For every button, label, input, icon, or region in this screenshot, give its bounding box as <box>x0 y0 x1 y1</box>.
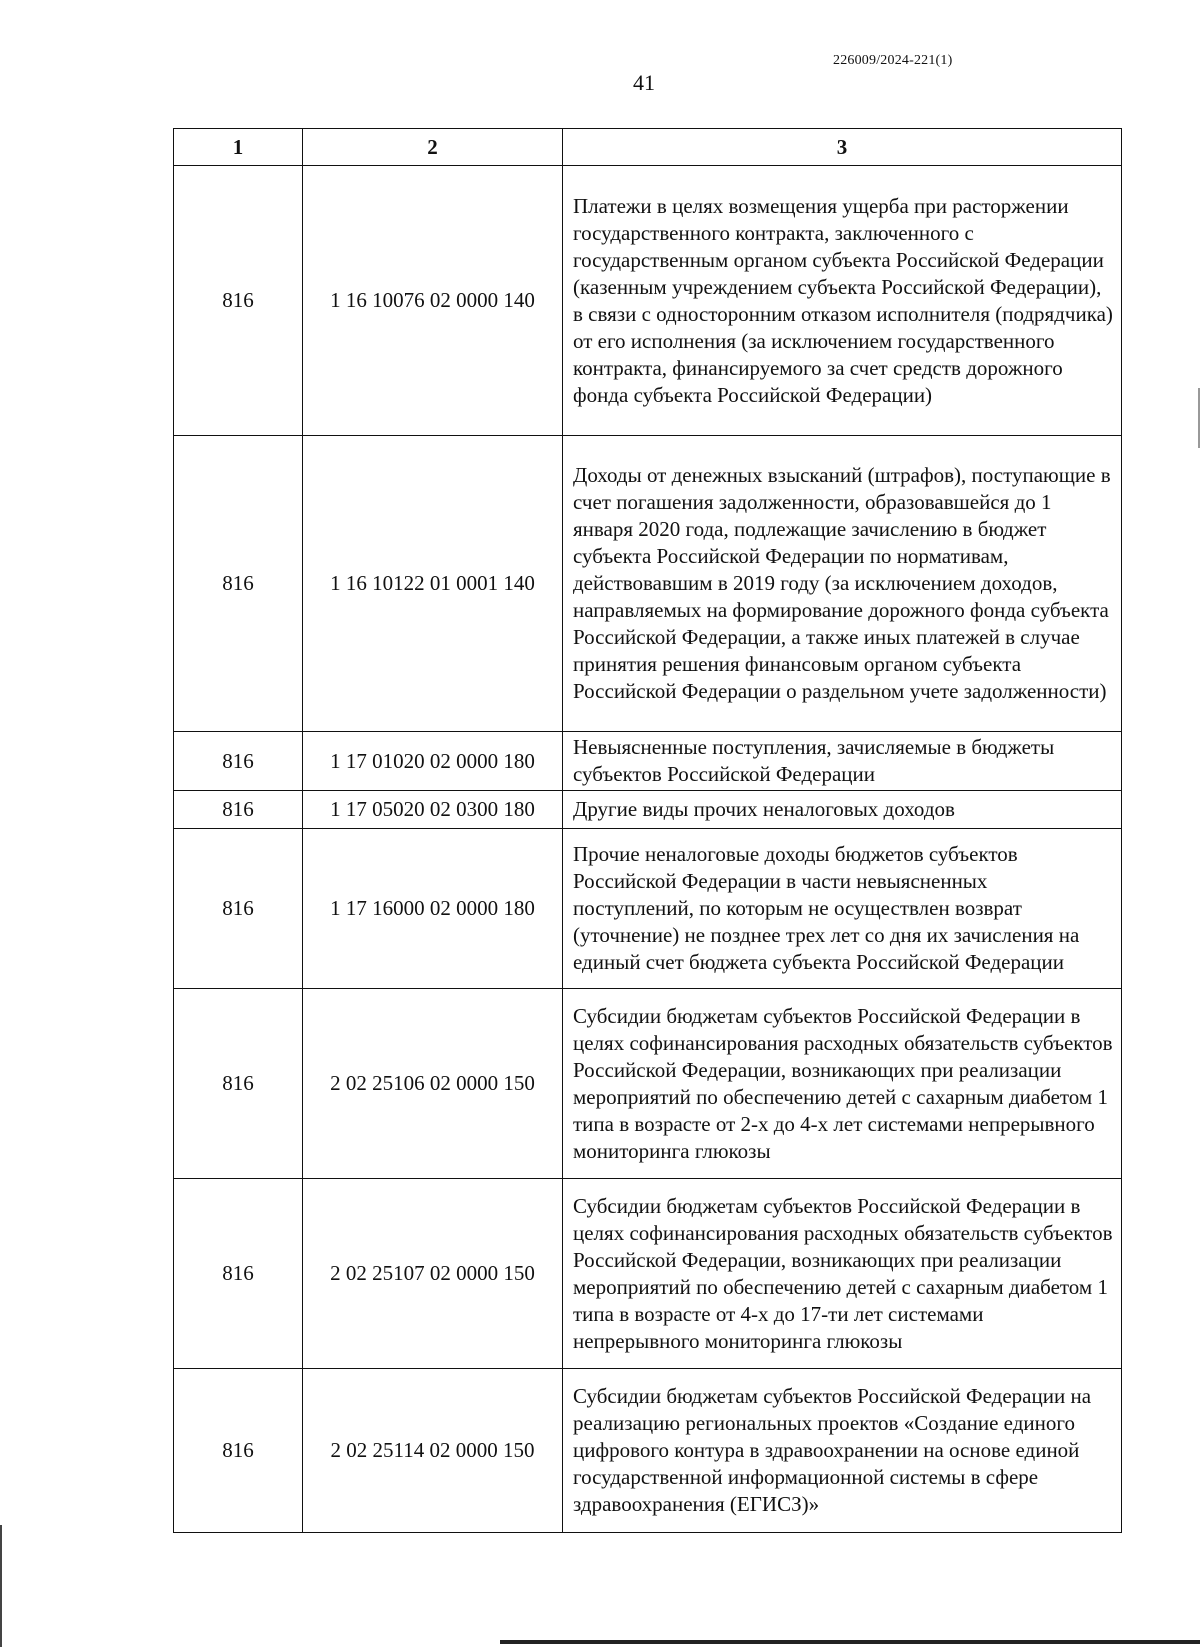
revenue-codes-table-wrapper <box>173 128 1121 1533</box>
revenue-codes-table <box>173 128 1122 1533</box>
kbk-code-cell: 1 16 10122 01 0001 140 <box>303 436 563 732</box>
revenue-name-cell: Прочие неналоговые доходы бюджетов субъектов Российской Федерации в части невыясненных поступлений, по которым не осуществлен возврат (уточнение) не позднее трех лет со дня их зачисления на единый счет бюджета субъекта Российской Федерации <box>563 829 1122 989</box>
table-row <box>174 1369 1122 1533</box>
kbk-code-cell: 2 02 25107 02 0000 150 <box>303 1179 563 1369</box>
admin-code-cell: 816 <box>174 1179 303 1369</box>
table-row <box>174 829 1122 989</box>
table-header-row <box>174 129 1122 166</box>
admin-code-cell: 816 <box>174 166 303 436</box>
revenue-name-cell: Платежи в целях возмещения ущерба при расторжении государственного контракта, заключенного с государственным органом субъекта Российской Федерации (казенным учреждением субъекта Российской Федерации), в связи с односторонним отказом исполнителя (подрядчика) от его исполнения (за исключением государственного контракта, финансируемого за счет средств дорожного фонда субъекта Российской Федерации) <box>563 166 1122 436</box>
admin-code-cell: 816 <box>174 732 303 791</box>
table-row <box>174 989 1122 1179</box>
table-row <box>174 166 1122 436</box>
scan-edge-mark <box>500 1640 1200 1644</box>
kbk-code-cell: 1 16 10076 02 0000 140 <box>303 166 563 436</box>
revenue-name-cell: Субсидии бюджетам субъектов Российской Федерации на реализацию региональных проектов «Создание единого цифрового контура в здравоохранении на основе единой государственной информационной системы в сфере здравоохранения (ЕГИСЗ)» <box>563 1369 1122 1533</box>
kbk-code-cell: 2 02 25114 02 0000 150 <box>303 1369 563 1533</box>
revenue-name-cell: Субсидии бюджетам субъектов Российской Федерации в целях софинансирования расходных обязательств субъектов Российской Федерации, возникающих при реализации мероприятий по обеспечению детей с сахарным диабетом 1 типа в возрасте от 2-х до 4-х лет системами непрерывного мониторинга глюкозы <box>563 989 1122 1179</box>
table-row <box>174 1179 1122 1369</box>
kbk-code-cell: 1 17 16000 02 0000 180 <box>303 829 563 989</box>
column-header-1: 1 <box>174 129 303 166</box>
column-header-2: 2 <box>303 129 563 166</box>
revenue-name-cell: Субсидии бюджетам субъектов Российской Федерации в целях софинансирования расходных обязательств субъектов Российской Федерации, возникающих при реализации мероприятий по обеспечению детей с сахарным диабетом 1 типа в возрасте от 4-х до 17-ти лет системами непрерывного мониторинга глюкозы <box>563 1179 1122 1369</box>
admin-code-cell: 816 <box>174 989 303 1179</box>
admin-code-cell: 816 <box>174 791 303 829</box>
revenue-name-cell: Невыясненные поступления, зачисляемые в бюджеты субъектов Российской Федерации <box>563 732 1122 791</box>
revenue-name-cell: Доходы от денежных взысканий (штрафов), поступающие в счет погашения задолженности, образовавшейся до 1 января 2020 года, подлежащие зачислению в бюджет субъекта Российской Федерации по нормативам, действовавшим в 2019 году (за исключением доходов, направляемых на формирование дорожного фонда субъекта Российской Федерации, а также иных платежей в случае принятия решения финансовым органом субъекта Российской Федерации о раздельном учете задолженности) <box>563 436 1122 732</box>
kbk-code-cell: 1 17 01020 02 0000 180 <box>303 732 563 791</box>
table-row <box>174 436 1122 732</box>
admin-code-cell: 816 <box>174 829 303 989</box>
column-header-3: 3 <box>563 129 1122 166</box>
admin-code-cell: 816 <box>174 436 303 732</box>
kbk-code-cell: 1 17 05020 02 0300 180 <box>303 791 563 829</box>
revenue-name-cell: Другие виды прочих неналоговых доходов <box>563 791 1122 829</box>
table-row <box>174 791 1122 829</box>
page-number: 41 <box>633 70 655 95</box>
document-registration-number: 226009/2024-221(1) <box>833 53 953 68</box>
table-row <box>174 732 1122 791</box>
kbk-code-cell: 2 02 25106 02 0000 150 <box>303 989 563 1179</box>
scan-edge-mark <box>0 1525 2 1647</box>
admin-code-cell: 816 <box>174 1369 303 1533</box>
